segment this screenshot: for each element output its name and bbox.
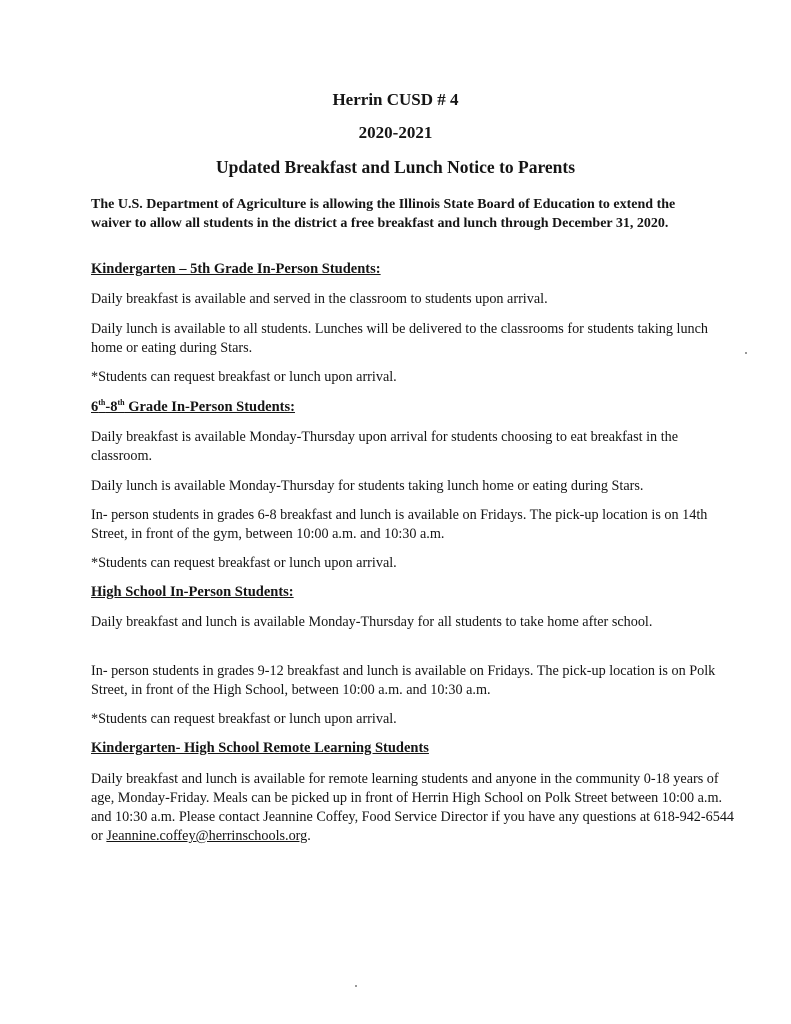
remote-paragraph: Daily breakfast and lunch is available for remote learning students and anyone in the community 0-18 years of age, Monday-Friday. Meals can be picked up in front of Herrin High School on Polk Street between 10:00 a.m. and 10:30 a.m. Please contact Jeannine Coffey, Food Service Director if you have any questions at 618-942-6544 or Jeannine.coffey@herrinschools.org.: [91, 771, 735, 844]
grade-6-8-paragraph-lunch: Daily lunch is available Monday-Thursday for students taking lunch home or eating during Stars.: [91, 478, 644, 494]
intro-paragraph: The U.S. Department of Agriculture is allowing the Illinois State Board of Education to extend the waiver to allow all students in the district a free breakfast and lunch through December 31, 2020.: [91, 197, 676, 231]
section-heading-high-school: High School In-Person Students:: [91, 584, 294, 600]
grade-6-8-paragraph-request: *Students can request breakfast or lunch upon arrival.: [91, 555, 397, 571]
k5-paragraph-request: *Students can request breakfast or lunch upon arrival.: [91, 369, 397, 385]
grade-6-8-paragraph-breakfast: Daily breakfast is available Monday-Thursday upon arrival for students choosing to eat breakfast in the classroom.: [91, 429, 679, 464]
hs-paragraph-weekday: Daily breakfast and lunch is available Monday-Thursday for all students to take home after school.: [91, 614, 653, 630]
school-year: 2020-2021: [358, 123, 433, 142]
scan-speck: [745, 352, 747, 354]
section-heading-k5: Kindergarten – 5th Grade In-Person Students:: [91, 261, 381, 277]
notice-title: Updated Breakfast and Lunch Notice to Parents: [215, 157, 576, 177]
contact-email-link[interactable]: Jeannine.coffey@herrinschools.org: [106, 828, 308, 844]
section-heading-remote: Kindergarten- High School Remote Learning Students: [91, 740, 429, 756]
grade-6-8-paragraph-friday: In- person students in grades 6-8 breakfast and lunch is available on Fridays. The pick-up location is on 14th Street, in front of the gym, between 10:00 a.m. and 10:30 a.m.: [91, 507, 708, 542]
k5-paragraph-breakfast: Daily breakfast is available and served in the classroom to students upon arrival.: [91, 291, 548, 307]
scan-speck: [355, 985, 357, 987]
hs-paragraph-request: *Students can request breakfast or lunch upon arrival.: [91, 711, 397, 727]
hs-paragraph-friday: In- person students in grades 9-12 breakfast and lunch is available on Fridays. The pick-up location is on Polk Street, in front of the High School, between 10:00 a.m. and 10:30 a.m.: [91, 663, 716, 698]
k5-paragraph-lunch: Daily lunch is available to all students. Lunches will be delivered to the classrooms for students taking lunch home or eating during Stars.: [91, 321, 709, 356]
section-heading-6-8: 6th-8th Grade In-Person Students:: [91, 398, 295, 415]
district-title: Herrin CUSD # 4: [332, 90, 459, 109]
